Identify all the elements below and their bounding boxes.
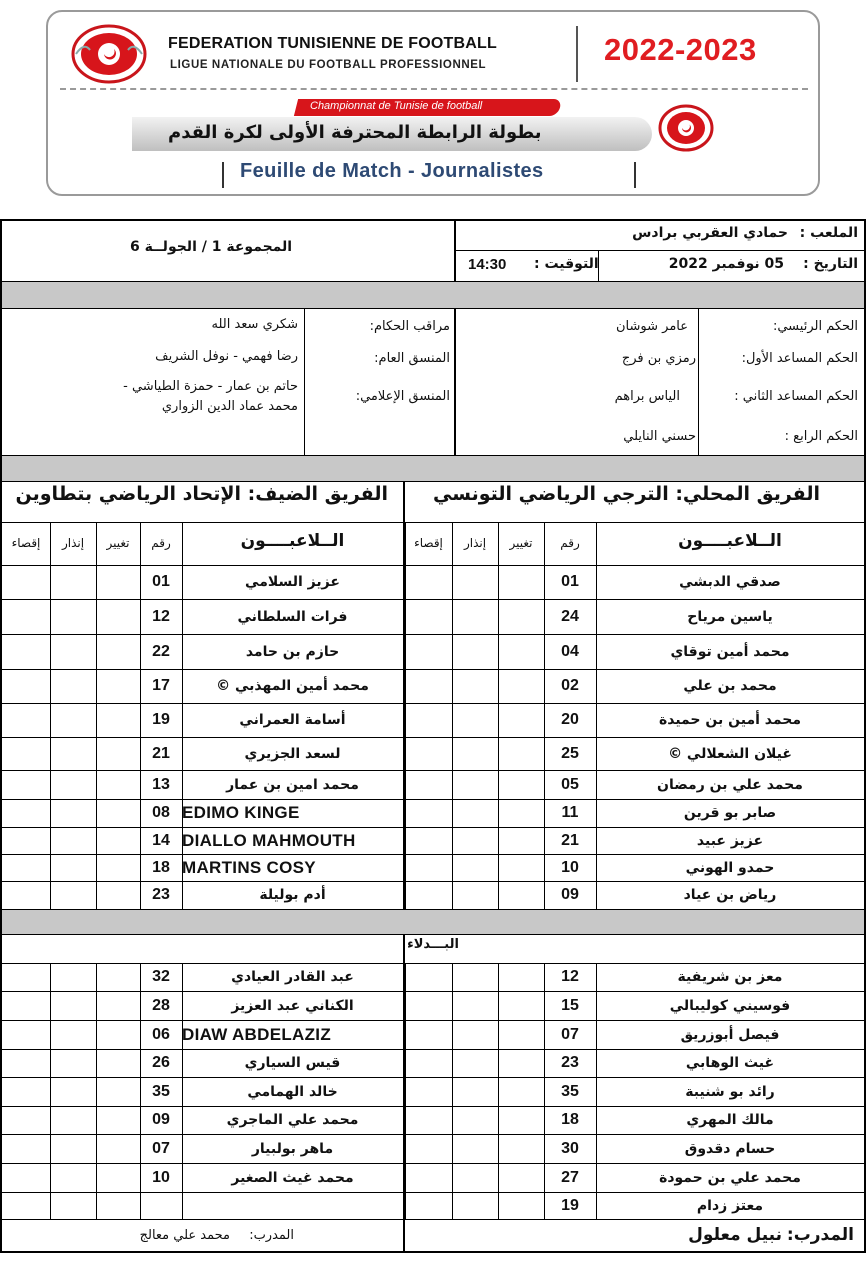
home-col-expulsion: إقصاء <box>414 536 443 550</box>
row-line <box>0 1192 866 1193</box>
stadium-value: حمادي العقربي برادس <box>632 225 788 241</box>
title-bar-left <box>222 162 224 188</box>
home-player-number: 35 <box>561 1082 579 1100</box>
away-coach-name: محمد علي معالج <box>139 1228 230 1243</box>
away-player-number: 23 <box>152 886 170 903</box>
assistant2-name: الياس براهم <box>614 389 680 404</box>
row-line <box>0 934 866 935</box>
date-value: 05 نوفمبر 2022 <box>668 256 784 272</box>
home-player-number: 02 <box>561 677 579 694</box>
row-line <box>0 770 866 771</box>
home-team-title: الفريق المحلي: الترجي الرياضي التونسي <box>433 483 820 505</box>
home-player-number: 15 <box>561 996 579 1014</box>
home-player-name: فيصل أبوزريق <box>680 1026 780 1043</box>
home-player-number: 11 <box>561 804 579 821</box>
gray-band-2 <box>2 456 864 481</box>
col-line <box>596 523 597 565</box>
home-player-name: عزيز عبيد <box>696 832 764 849</box>
row-line <box>0 669 866 670</box>
federation-name: FEDERATION TUNISIENNE DE FOOTBALL <box>168 35 497 52</box>
away-player-number: 35 <box>152 1082 170 1100</box>
col-line <box>96 565 97 909</box>
row-line <box>0 799 866 800</box>
away-col-number: رقم <box>151 536 171 550</box>
home-player-number: 18 <box>561 1111 579 1128</box>
away-player-name: MARTINS COSY <box>182 857 316 877</box>
away-col-warning: إنذار <box>61 536 85 550</box>
away-player-name: ماهر بولبيار <box>251 1140 334 1157</box>
home-player-number: 30 <box>561 1139 579 1157</box>
away-player-name: عبد القادر العيادي <box>231 969 354 985</box>
away-player-number: 07 <box>152 1139 170 1157</box>
home-player-name: غيلان الشعلالي © <box>668 745 792 762</box>
subs-label: البـــدلاء <box>407 937 459 952</box>
time-value: 14:30 <box>468 256 507 273</box>
away-player-name: فرات السلطاني <box>237 608 348 625</box>
row-line <box>0 634 866 635</box>
home-player-name: مالك المهري <box>686 1112 774 1128</box>
home-player-name: حسام دقدوق <box>684 1140 776 1157</box>
line <box>0 481 866 482</box>
gray-band-1 <box>2 282 864 308</box>
header-panel <box>46 10 820 196</box>
col-line <box>498 523 499 565</box>
home-player-name: رائد بو شنيبة <box>685 1083 775 1100</box>
home-player-number: 23 <box>561 1054 579 1071</box>
away-player-name: أدم بوليلة <box>259 887 326 903</box>
media-coord-line1: حاتم بن عمار - حمزة الطياشي - <box>123 379 298 394</box>
home-player-name: محمد أمين بن حميدة <box>658 712 802 728</box>
row-line <box>0 599 866 600</box>
away-player-name: قيس السياري <box>244 1055 341 1071</box>
championship-fr: Championnat de Tunisie de football <box>310 100 483 112</box>
row-line <box>0 963 866 964</box>
observer-name: شكري سعد الله <box>211 317 298 332</box>
assistant1-label: الحكم المساعد الأول: <box>741 351 858 366</box>
row-line <box>0 1020 866 1021</box>
away-player-number: 01 <box>152 573 170 590</box>
match-sheet <box>0 219 866 1253</box>
referee-label: الحكم الرئيسي: <box>772 319 858 334</box>
col-line <box>140 523 141 565</box>
info-row-line <box>454 250 866 251</box>
away-team-title: الفريق الضيف: الإتحاد الرياضي بتطاوين <box>15 483 388 505</box>
group-round: المجموعة 1 / الجولــة 6 <box>130 239 293 255</box>
away-player-number: 12 <box>152 607 170 625</box>
away-player-name: محمد علي الماجري <box>226 1112 359 1128</box>
col-line <box>498 963 499 1219</box>
home-player-number: 24 <box>561 607 579 625</box>
assistant2-label: الحكم المساعد الثاني : <box>734 389 858 404</box>
league-logo-icon <box>658 104 714 152</box>
line <box>0 308 866 309</box>
border-top <box>0 219 866 221</box>
assistant1-name: رمزي بن فرج <box>621 351 696 366</box>
home-player-number: 19 <box>561 1196 579 1214</box>
fourth-name: حسني النايلي <box>623 429 696 444</box>
away-player-name: EDIMO KINGE <box>182 803 300 822</box>
away-player-number: 10 <box>152 1168 170 1186</box>
home-player-number: 10 <box>561 858 579 876</box>
away-player-number: 32 <box>152 968 170 985</box>
home-player-name: صابر بو قرين <box>683 805 777 821</box>
away-player-name: لسعد الجزيري <box>244 745 341 762</box>
col-line <box>96 523 97 565</box>
home-player-name: محمد علي بن حمودة <box>659 1169 801 1186</box>
title-bar-right <box>634 162 636 188</box>
col-line <box>50 523 51 565</box>
observer-label: مراقب الحكام: <box>369 319 450 334</box>
away-player-name: حازم بن حامد <box>245 643 340 660</box>
media-coord-label: المنسق الإعلامي: <box>355 389 450 404</box>
away-player-name: DIALLO MAHMOUTH <box>182 830 356 850</box>
ftf-logo-icon <box>70 24 148 84</box>
away-col-players: الــلاعبــــون <box>240 531 345 551</box>
home-player-name: فوسيني كوليبالي <box>669 997 791 1014</box>
home-player-number: 01 <box>561 573 579 590</box>
away-player-number: 14 <box>152 831 170 849</box>
home-player-number: 25 <box>561 744 579 762</box>
away-player-number: 18 <box>152 858 170 876</box>
row-line <box>0 991 866 992</box>
time-label: التوقيت : <box>534 256 599 272</box>
row-line <box>0 1134 866 1135</box>
home-col-number: رقم <box>560 536 580 550</box>
away-player-number: 26 <box>152 1054 170 1071</box>
home-player-name: محمد بن علي <box>683 678 777 694</box>
home-player-name: ياسين مرياح <box>687 608 773 625</box>
away-player-number: 21 <box>152 744 170 762</box>
row-line <box>0 854 866 855</box>
league-name: LIGUE NATIONALE DU FOOTBALL PROFESSIONNEL <box>170 59 487 71</box>
col-line <box>452 963 453 1219</box>
away-player-number: 28 <box>152 996 170 1014</box>
general-coord-label: المنسق العام: <box>374 351 450 366</box>
stadium-label: الملعب : <box>799 225 858 241</box>
away-col-expulsion: إقصاء <box>11 536 41 550</box>
home-coach-label: المدرب: <box>786 1225 854 1245</box>
col-line <box>405 963 406 1219</box>
home-player-number: 20 <box>561 711 579 728</box>
col-line <box>498 565 499 909</box>
home-player-number: 05 <box>561 775 579 793</box>
season-label: 2022-2023 <box>604 32 757 67</box>
header-divider <box>576 26 578 82</box>
away-player-number: 17 <box>152 677 170 694</box>
row-line <box>0 1077 866 1078</box>
col-line <box>405 523 406 565</box>
date-label: التاريخ : <box>803 256 858 272</box>
row-line <box>0 703 866 704</box>
home-player-name: محمد علي بن رمضان <box>657 776 803 793</box>
col-line <box>50 565 51 909</box>
championship-ar: بطولة الرابطة المحترفة الأولى لكرة القدم <box>168 122 542 143</box>
col-line <box>452 565 453 909</box>
row-line <box>0 881 866 882</box>
home-player-number: 12 <box>561 968 579 985</box>
col-line <box>544 523 545 565</box>
officials-col-line <box>304 309 305 455</box>
away-player-number: 08 <box>152 804 170 821</box>
away-player-number: 22 <box>152 642 170 660</box>
border-left <box>0 219 2 1253</box>
line <box>0 522 866 523</box>
home-coach-name: نبيل معلول <box>688 1225 782 1245</box>
row-line <box>0 737 866 738</box>
home-player-name: حمدو الهوني <box>685 859 775 876</box>
home-player-name: معتز زدام <box>696 1197 764 1214</box>
away-player-number: 06 <box>152 1025 170 1043</box>
officials-col-line <box>698 309 699 455</box>
away-player-name: عزيز السلامي <box>245 574 340 590</box>
home-player-name: معز بن شريفية <box>677 969 783 985</box>
home-col-players: الــلاعبــــون <box>678 531 782 551</box>
row-line <box>0 1106 866 1107</box>
fourth-label: الحكم الرابع : <box>784 429 858 444</box>
row-line <box>0 909 866 910</box>
home-col-change: تغيير <box>509 536 533 550</box>
media-coord-line2: محمد عماد الدين الزواري <box>161 399 298 414</box>
away-coach-label: المدرب: <box>249 1228 294 1243</box>
gray-band-3 <box>2 909 864 934</box>
home-player-number: 27 <box>561 1168 579 1186</box>
border-bottom <box>0 1251 866 1253</box>
row-line <box>0 565 866 566</box>
row-line <box>0 1163 866 1164</box>
home-player-number: 09 <box>561 886 579 903</box>
away-player-number: 13 <box>152 775 170 793</box>
away-col-change: تغيير <box>106 536 130 550</box>
home-player-name: محمد أمين توقاي <box>670 643 790 660</box>
row-line <box>0 1219 866 1220</box>
home-player-number: 21 <box>561 831 579 849</box>
col-line <box>182 523 183 565</box>
row-line <box>0 1049 866 1050</box>
officials-divider <box>454 309 456 455</box>
away-player-name: DIAW ABDELAZIZ <box>182 1024 331 1044</box>
home-col-warning: إنذار <box>463 536 487 550</box>
home-player-name: صدقي الدبشي <box>679 574 781 590</box>
sheet-title: Feuille de Match - Journalistes <box>240 160 544 182</box>
col-line <box>50 963 51 1219</box>
home-player-number: 04 <box>561 642 579 660</box>
home-player-name: غيث الوهابي <box>685 1055 775 1071</box>
away-player-name: الكناني عبد العزيز <box>231 997 354 1014</box>
referee-name: عامر شوشان <box>616 319 688 334</box>
away-player-name: محمد امين بن عمار <box>226 776 359 793</box>
general-coord-name: رضا فهمي - نوفل الشريف <box>155 349 298 364</box>
row-line <box>0 827 866 828</box>
home-player-number: 07 <box>561 1025 579 1043</box>
away-player-name: خالد الهمامي <box>247 1083 338 1100</box>
col-line <box>405 565 406 909</box>
away-player-name: أسامة العمراني <box>239 712 346 728</box>
col-line <box>96 963 97 1219</box>
col-line <box>452 523 453 565</box>
away-player-number: 09 <box>152 1111 170 1128</box>
dashed-divider <box>60 88 808 90</box>
away-player-number: 19 <box>152 711 170 728</box>
home-player-name: رياض بن عياد <box>683 887 777 903</box>
away-player-name: محمد غيث الصغير <box>231 1169 354 1186</box>
away-player-name: محمد أمين المهذبي © <box>216 678 369 694</box>
